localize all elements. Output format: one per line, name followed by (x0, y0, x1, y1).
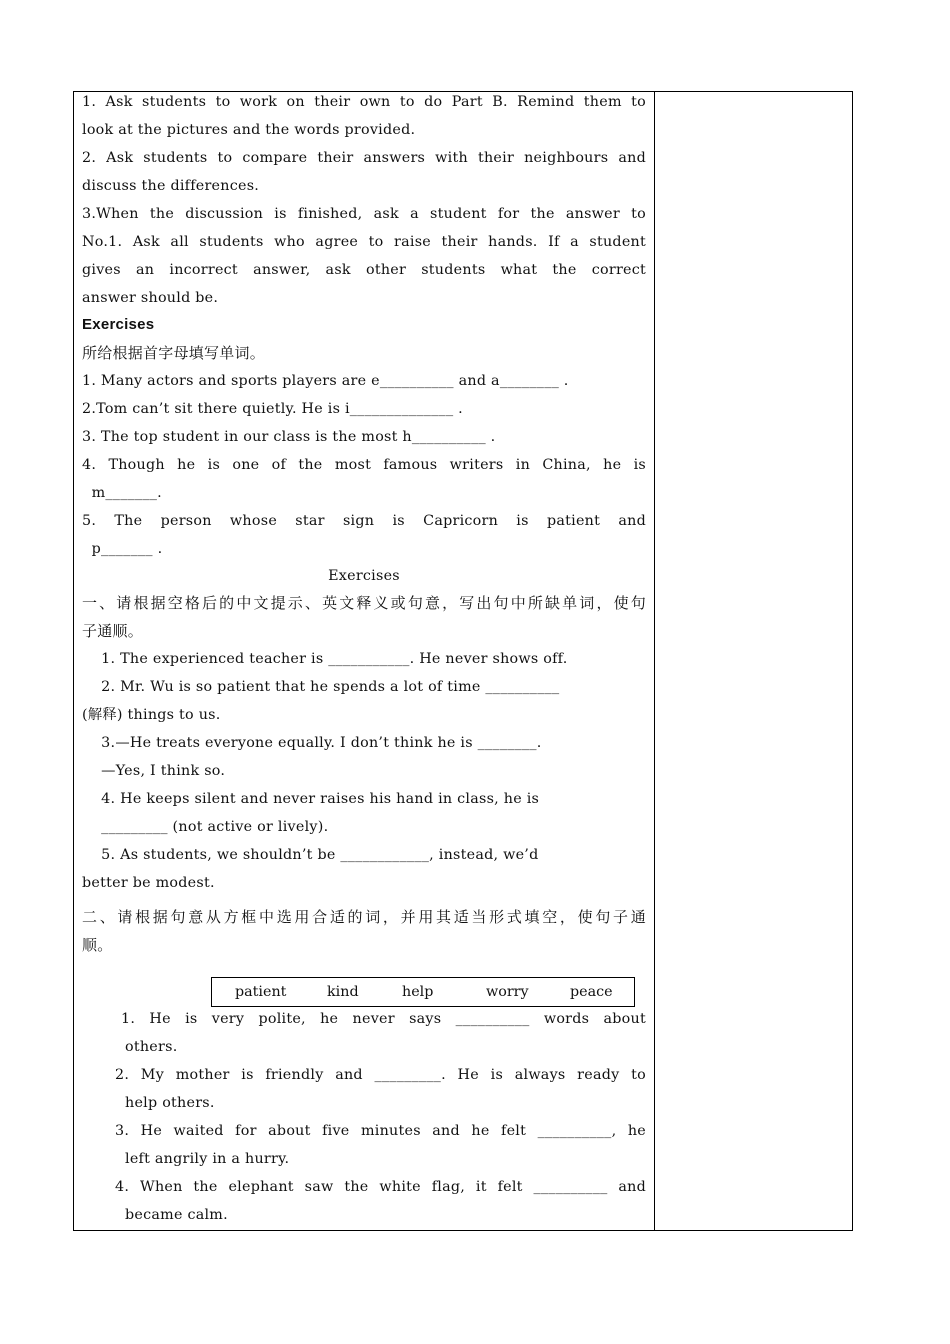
exercise-item: 3. He waited for about five minutes and he felt __________, he (115, 1123, 646, 1139)
exercise-item: 4. When the elephant saw the white flag, it felt __________ and (115, 1179, 646, 1195)
exercise-item: 2. My mother is friendly and _________. He is always ready to (115, 1067, 646, 1083)
exercise-item: 1. He is very polite, he never says __________ words about (121, 1011, 646, 1027)
exercise-item: 3.—He treats everyone equally. I don’t think he is ________. (82, 735, 542, 751)
section-title: 一、请根据空格后的中文提示、英文释义或句意，写出句中所缺单词，使句 (82, 594, 646, 612)
exercise-item: 4. Though he is one of the most famous writers in China, he is (82, 457, 646, 473)
exercise-item: (解释) things to us. (82, 707, 221, 723)
exercise-item: 1. The experienced teacher is ___________. He never shows off. (82, 651, 568, 667)
exercise-item: —Yes, I think so. (82, 763, 226, 779)
lesson-table (73, 91, 853, 1231)
exercise-item: became calm. (125, 1207, 228, 1223)
step-line: gives an incorrect answer, ask other students what the correct (82, 262, 646, 278)
exercise-item: 3. The top student in our class is the most h__________ . (82, 429, 496, 445)
exercise-item: _________ (not active or lively). (82, 819, 329, 835)
step-line: look at the pictures and the words provided. (82, 122, 416, 138)
exercise-item: m_______. (82, 485, 162, 501)
word-box-item: kind (327, 984, 359, 1000)
exercise-item: better be modest. (82, 875, 215, 891)
word-box-item: worry (486, 984, 529, 1000)
word-box-item: help (402, 984, 434, 1000)
section-title: 顺。 (82, 936, 113, 954)
exercises-heading: Exercises (82, 316, 155, 333)
exercises-heading-centered: Exercises (328, 568, 400, 584)
step-line: discuss the differences. (82, 178, 260, 194)
section-title: 子通顺。 (82, 622, 144, 640)
exercise-item: 1. Many actors and sports players are e__________ and a________ . (82, 373, 569, 389)
exercise-item: 5. As students, we shouldn’t be ____________, instead, we’d (82, 847, 539, 863)
exercise-item: others. (125, 1039, 178, 1055)
exercise-item: 2. Mr. Wu is so patient that he spends a lot of time __________ (82, 679, 560, 695)
step-line: No.1. Ask all students who agree to raise their hands. If a student (82, 234, 646, 250)
word-box-item: peace (570, 984, 613, 1000)
exercise-item: p_______ . (82, 541, 163, 557)
column-divider (654, 92, 655, 1230)
step-line: 2. Ask students to compare their answers with their neighbours and (82, 150, 646, 166)
section-title: 二、请根据句意从方框中选用合适的词，并用其适当形式填空，使句子通 (82, 908, 646, 926)
exercise-item: 2.Tom can’t sit there quietly. He is i______________ . (82, 401, 463, 417)
exercise-item: help others. (125, 1095, 215, 1111)
step-line: answer should be. (82, 290, 219, 306)
exercise-item: 5. The person whose star sign is Capricorn is patient and (82, 513, 646, 529)
step-line: 3.When the discussion is finished, ask a student for the answer to (82, 206, 646, 222)
word-box-item: patient (235, 984, 287, 1000)
exercise-item: 4. He keeps silent and never raises his hand in class, he is (82, 791, 540, 807)
exercise-instruction: 所给根据首字母填写单词。 (82, 344, 266, 362)
word-box (211, 977, 635, 1007)
step-line: 1. Ask students to work on their own to do Part B. Remind them to (82, 94, 646, 110)
exercise-item: left angrily in a hurry. (125, 1151, 290, 1167)
